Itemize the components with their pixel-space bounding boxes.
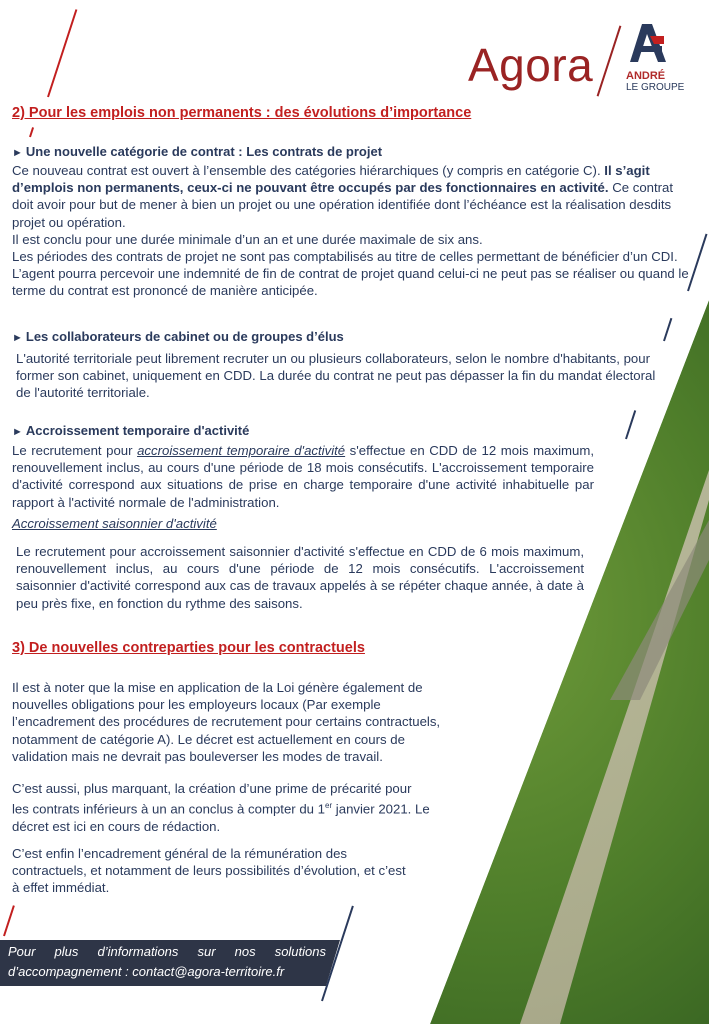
- logo-wordmark: Agora: [468, 39, 594, 91]
- accroissement-link: accroissement temporaire d'activité: [137, 443, 346, 458]
- cabinet-paragraph: L'autorité territoriale peut librement recruter un ou plusieurs collaborateurs, selon le nombre d'habitants, pour former son cabinet, uniquement en CDD. La durée du contrat ne peut pas dépasser la fin du mandat électoral de l'autorité territoriale.: [16, 351, 656, 401]
- projet-p3: Les périodes des contrats de projet ne sont pas comptabilisés au titre de celles permettant de bénéficier d’un CDI. L’agent pourra percevoir une indemnité de fin de contrat de projet quand celui-ci ne peut pas se réaliser ou quand le terme du contrat est prononcé de manière anticipée.: [12, 249, 689, 299]
- cabinet-heading: [12, 329, 344, 344]
- section3-p2-sup: er: [325, 801, 333, 811]
- projet-paragraph: Ce nouveau contrat est ouvert à l’ensemble des catégories hiérarchiques (y compris en catégorie C). Il s’agit d’emplois non permanents, ceux-ci ne pouvant être occupés par des fonctionnaires en activité. Ce contrat doit avoir pour but de mener à bien un projet ou une opération identifiée dont l’échéance est la réalisation desdits projet ou opération. Il est conclu pour une durée minimale d’un an et une durée maximale de six ans. Les périodes des contrats de projet ne sont pas comptabilisés au titre de celles permettant de bénéficier d’un CDI. L’agent pourra percevoir une indemnité de fin de contrat de projet quand celui-ci ne peut pas se réaliser ou quand le terme du contrat est prononcé de manière anticipée.: [12, 163, 689, 299]
- section3-paragraph-1: Il est à noter que la mise en application de la Loi génère également de nouvelles obligations pour les employeurs locaux (Par exemple l’encadrement des procédures de recrutement pour certains contractuels, notamment de catégorie A). Le décret est actuellement en cours de validation mais ne devrait pas bouleverser les modes de travail.: [12, 680, 441, 764]
- projet-heading-text: Une nouvelle catégorie de contrat : Les contrats de projet: [25, 144, 383, 159]
- projet-p1c: Ce contrat doit avoir pour but de mener à bien un projet ou une opération identifiée dont l’échéance est la réalisation desdits projet ou opération.: [12, 180, 674, 230]
- saisonnier-heading: [12, 515, 412, 532]
- andre-a-icon: [628, 22, 668, 66]
- section3-title: 3) De nouvelles contreparties pour les contractuels: [12, 640, 365, 656]
- projet-p1b: Il s’agit d’emplois non permanents, ceux-ci ne pouvant être occupés par des fonctionnaires en activité: [12, 163, 650, 196]
- section3-paragraph-3: C’est enfin l’encadrement général de la rémunération des contractuels, et notamment de leurs possibilités d’évolution, et c’est à effet immédiat.: [12, 846, 406, 896]
- logo-groupe: LE GROUPE: [626, 82, 685, 93]
- projet-p2: Il est conclu pour une durée minimale d’un an et une durée maximale de six ans.: [12, 231, 483, 247]
- section3-p2b: janvier 2021. Le décret est ici en cours de rédaction.: [12, 801, 430, 834]
- logo-andre: ANDRÉ: [626, 70, 666, 82]
- section3-paragraph-2: [12, 780, 432, 835]
- projet-heading: [12, 144, 382, 159]
- triangle-bullet-icon: ►: [12, 147, 23, 159]
- projet-p1a: Ce nouveau contrat est ouvert à l’ensemble des catégories hiérarchiques (y compris en catégorie C).: [12, 163, 601, 178]
- saisonnier-paragraph: Le recrutement pour accroissement saisonnier d'activité s'effectue en CDD de 6 mois maximum, renouvellement inclus, au cours d'une période de 12 mois consécutifs. L'accroissement saisonnier d'activité correspond aux cas de travaux appelés à se répéter chaque année, à date à peu près fixe, en fonction du rythme des saisons.: [16, 544, 584, 611]
- triangle-bullet-icon: ►: [12, 426, 23, 438]
- footer-contact-text[interactable]: Pour plus d’informations sur nos solutions d’accompagnement : contact@agora-territoire.fr: [8, 944, 326, 979]
- saisonnier-heading-text: Accroissement saisonnier d'activité: [12, 516, 217, 531]
- triangle-bullet-icon: ►: [12, 332, 23, 344]
- accroissement-heading-text: Accroissement temporaire d'activité: [25, 423, 250, 438]
- accroissement-paragraph: [12, 442, 594, 511]
- cabinet-heading-text: Les collaborateurs de cabinet ou de groupes d’élus: [25, 329, 344, 344]
- section2-title: 2) Pour les emplois non permanents : des évolutions d’importance: [12, 105, 472, 121]
- accroissement-heading: [12, 423, 249, 438]
- accroissement-p1a: Le recrutement pour: [12, 443, 133, 458]
- accroissement-p1b: s'effectue en CDD de 12 mois maximum, renouvellement inclus, au cours d'une période de 18 mois consécutifs. L'accroissement temporaire d'activité correspond aux situations de prise en charge temporaire d'une activité inhabituelle par rapport à l'activité normale de l'administration.: [12, 443, 594, 510]
- section3-p2a: C’est aussi, plus marquant, la création d’une prime de précarité pour les contrats inférieurs à un an conclus à compter du 1: [12, 781, 412, 817]
